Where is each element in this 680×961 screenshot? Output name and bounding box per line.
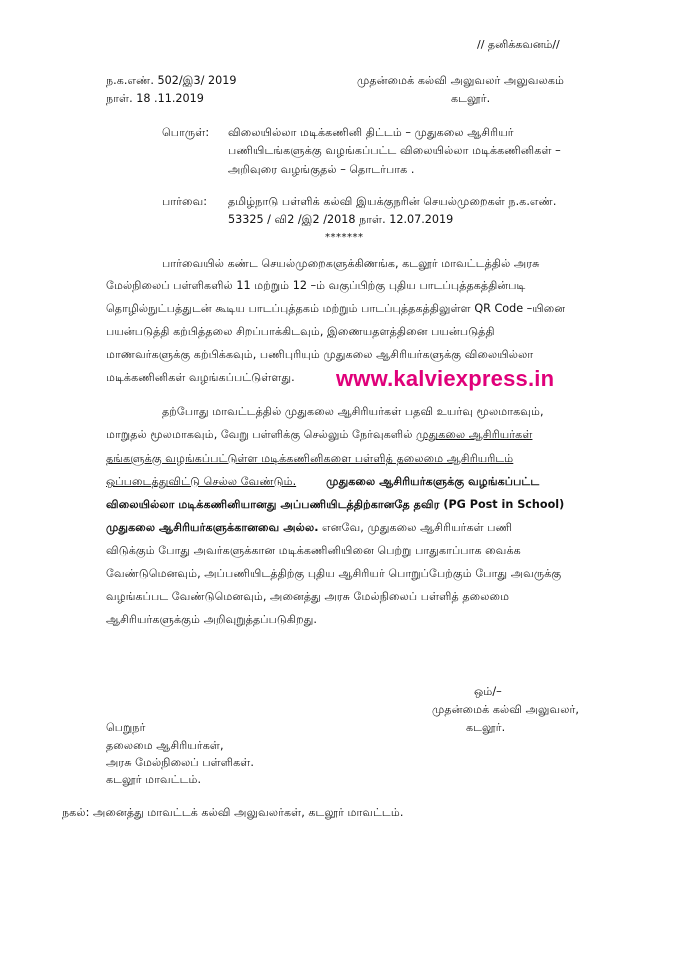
bold-text: முதுகலை ஆசிரியர்களுக்கானவை அல்ல.	[106, 521, 319, 534]
recipient-line: அரசு மேல்நிலைப் பள்ளிகள்.	[106, 756, 254, 769]
subject-label: பொருள்:	[162, 126, 210, 139]
signatory-designation: முதன்மைக் கல்வி அலுவலர்,	[432, 703, 579, 716]
body-line: மேல்நிலைப் பள்ளிகளில் 11 மற்றும் 12 –ம் வகுப்பிற்கு புதிய பாடப்புத்தகத்தின்படி	[106, 279, 526, 292]
subject-line: பணியிடங்களுக்கு வழங்கப்பட்ட விலையில்லா மடிக்கணினிகள் –	[228, 144, 561, 157]
reference-line: 53325 / வி2 /இ2 /2018 நாள். 12.07.2019	[228, 213, 454, 226]
underlined-text: ஒப்படைத்துவிட்டு செல்ல வேண்டும்.	[106, 475, 297, 488]
signature-mark: ஒம்/–	[474, 685, 502, 698]
confidential-mark: // தனிக்கவனம்//	[477, 38, 560, 51]
body-line: வேண்டுமெனவும், அப்பணியிடத்திற்கு புதிய ஆசிரியர் பொறுப்பேற்கும் போது அவருக்கு	[106, 567, 562, 580]
recipients-label: பெறுநர்	[106, 721, 146, 734]
underlined-line: தங்களுக்கு வழங்கப்பட்டுள்ள மடிக்கணினிகளை பள்ளித் தலைமை ஆசிரியரிடம்	[106, 452, 514, 465]
body-line: விடுக்கும் போது அவர்களுக்கான மடிக்கணினியினை பெற்று பாதுகாப்பாக வைக்க	[106, 544, 521, 557]
reference-line: தமிழ்நாடு பள்ளிக் கல்வி இயக்குநரின் செயல்முறைகள் ந.க.எண்.	[228, 195, 557, 208]
separator: *******	[325, 232, 364, 243]
reference-number: ந.க.எண். 502/இ3/ 2019	[106, 74, 237, 87]
body-line	[106, 521, 512, 535]
subject-line: அறிவுரை வழங்குதல் – தொடர்பாக .	[228, 163, 415, 176]
body-text: எனவே, முதுகலை ஆசிரியர்கள் பணி	[318, 521, 513, 534]
copy-to: நகல்: அனைத்து மாவட்டக் கல்வி அலுவலர்கள், கடலூர் மாவட்டம்.	[62, 806, 404, 819]
body-line: பார்வையில் கண்ட செயல்முறைகளுக்கிணங்க, கடலூர் மாவட்டத்தில் அரசு	[162, 257, 540, 270]
letter-date: நாள். 18 .11.2019	[106, 92, 204, 105]
signatory-place: கடலூர்.	[466, 721, 506, 734]
website-watermark: www.kalviexpress.in	[336, 366, 555, 391]
body-line: மாணவர்களுக்கு கற்பிக்கவும், பணிபுரியும் முதுகலை ஆசிரியர்களுக்கு விலையில்லா	[106, 348, 534, 361]
body-line: மடிக்கணினிகள் வழங்கப்பட்டுள்ளது.	[106, 371, 295, 384]
bold-line: விலையில்லா மடிக்கணினியானது அப்பணியிடத்திற்கானதே தவிர (PG Post in School)	[106, 498, 565, 511]
body-line: வழங்கப்பட வேண்டுமெனவும், அனைத்து அரசு மேல்நிலைப் பள்ளித் தலைமை	[106, 590, 510, 603]
body-line: பயன்படுத்தி கற்பித்தலை சிறப்பாக்கிடவும், இணையதளத்தினை பயன்படுத்தி	[106, 325, 495, 338]
body-line	[106, 475, 539, 489]
recipient-line: தலைமை ஆசிரியர்கள்,	[106, 739, 224, 752]
recipient-line: கடலூர் மாவட்டம்.	[106, 773, 202, 786]
bold-text: முதுகலை ஆசிரியர்களுக்கு வழங்கப்பட்ட	[326, 475, 540, 488]
reference-label: பார்வை:	[162, 195, 208, 208]
subject-line: விலையில்லா மடிக்கணினி திட்டம் – முதுகலை ஆசிரியர்	[228, 126, 514, 139]
underlined-text: முதுகலை ஆசிரியர்கள்	[416, 428, 533, 441]
body-line: ஆசிரியர்களுக்கும் அறிவுறுத்தப்படுகிறது.	[106, 613, 317, 626]
body-line: தொழில்நுட்பத்துடன் கூடிய பாடப்புத்தகம் மற்றும் பாடப்புத்தகத்திலுள்ள QR Code –யினை	[106, 302, 566, 315]
body-line: தற்போது மாவட்டத்தில் முதுகலை ஆசிரியர்கள் பதவி உயர்வு மூலமாகவும்,	[162, 405, 544, 418]
body-text: மாறுதல் மூலமாகவும், வேறு பள்ளிக்கு செல்லும் நேர்வுகளில்	[106, 428, 417, 441]
body-line	[106, 428, 532, 442]
office-place: கடலூர்.	[451, 92, 491, 105]
office-title: முதன்மைக் கல்வி அலுவலர் அலுவலகம்	[357, 74, 565, 87]
